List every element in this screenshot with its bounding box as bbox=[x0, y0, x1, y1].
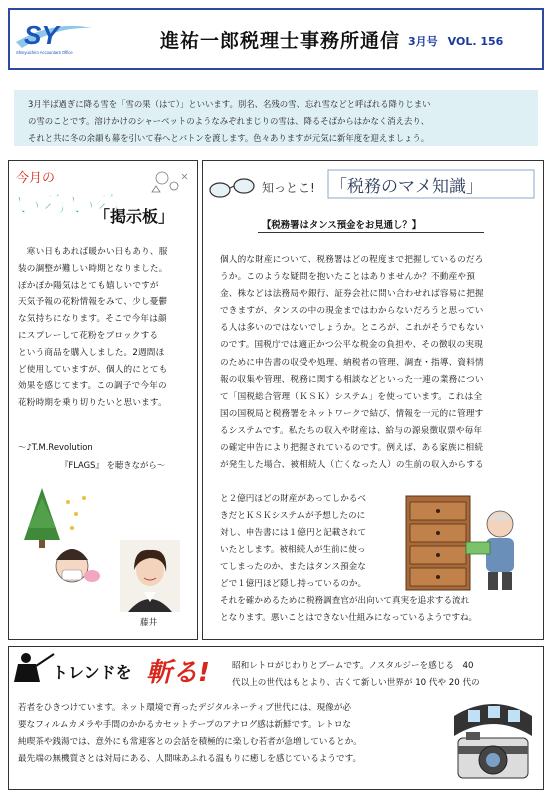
article-line: 金、株などは法務局や銀行、証券会社に問い合わせれば容易に把握 bbox=[220, 289, 484, 300]
article-line: と２億円ほどの財産があってしかるべ bbox=[220, 494, 367, 504]
board-line: 花粉時期を乗り切りたいと思います。 bbox=[18, 398, 167, 409]
board-head-label: 「掲示板」 bbox=[94, 207, 175, 226]
film-strip-icon bbox=[454, 704, 532, 736]
board-line: にスプレーして花粉をブロックする bbox=[18, 330, 159, 341]
article-line: 国の国税局と税務署をネットワークで結び、情報を一元的に管理す bbox=[220, 408, 484, 419]
article-line: のために申告書の収受や処理、納税者の管理、調査・指導、資料情 bbox=[220, 357, 484, 368]
board-line: 効果を感じてます。この調子で今年の bbox=[18, 381, 167, 392]
office-logo bbox=[14, 14, 94, 56]
music-credit-artist: ～♪T.M.Revolution bbox=[18, 442, 93, 452]
article-line: それを確かめるために税務調査官が出向いて真実を追求する流れ bbox=[220, 596, 470, 606]
article-line: 個人的な財産について、税務署はどの程度まで把握しているのだろ bbox=[220, 255, 484, 265]
board-line: ど使用していますが、個人的にとても bbox=[18, 364, 168, 375]
seasonal-intro bbox=[14, 90, 538, 146]
article-line: が発生した場合、被相続人（亡くなった人）の生前の収入からする bbox=[220, 460, 484, 471]
trend-text-top bbox=[232, 658, 532, 692]
cedar-tree-icon bbox=[24, 488, 60, 548]
trend-head-big: 斬る! bbox=[146, 658, 210, 688]
article-question-heading: 【税務署はタンス預金をお見通し？】 bbox=[262, 220, 422, 231]
trend-line: 要なフィルムカメラや手間のかかるカセットテープのアナログ感は新鮮です。レトロな bbox=[18, 720, 352, 730]
bulletin-board-heading bbox=[12, 166, 194, 226]
board-line: 寒い日もあれば暖かい日もあり、服 bbox=[18, 247, 168, 257]
intro-line: の雪のことです。溶けかけのシャーベットのようなみぞれまじりの雪は、降るそばからはかなく消え去り、 bbox=[28, 116, 430, 126]
film-camera-illustration bbox=[448, 696, 538, 786]
logo-letters: SY bbox=[24, 20, 59, 50]
sneezing-person-icon bbox=[56, 549, 100, 582]
article-line: きだとＫＳＫシステムが予想したのに bbox=[220, 511, 366, 522]
article-line: 報の収集や管理、税務に関する相談などといった一連の業務につい bbox=[220, 374, 484, 385]
article-line: できますが、タンスの中の現金まではわからないだろうと思ってい bbox=[220, 306, 484, 317]
article-line: て「国税総合管理（ＫＳＫ）システム」を使っています。これは全 bbox=[220, 391, 483, 402]
intro-line: 3月半ば過ぎに降る雪を「雪の果（はて）」といいます。別名、名残の雪、忘れ雪などと呼ばれる降りじまい bbox=[28, 99, 431, 109]
board-line: 天気予報の花粉情報をみて、少し憂鬱 bbox=[18, 297, 168, 308]
trend-line: 純喫茶や銭湯では、意外にも常連客との会話を積極的に楽しむ若者が急増しているとか。 bbox=[18, 737, 362, 747]
article-line: てしまったのか、またはタンス預金な bbox=[220, 562, 366, 573]
chest-of-drawers-icon bbox=[406, 496, 470, 590]
logo-subtext: Shinyuichiro Accountant Office bbox=[16, 50, 73, 55]
board-line: な気持ちになります。そこで今年は顔 bbox=[18, 314, 167, 325]
article-line: いたとします。被相続人が生前に使っ bbox=[220, 545, 366, 556]
tax-article-body bbox=[220, 252, 530, 474]
tansu-savings-illustration bbox=[396, 490, 536, 594]
tax-article-body-narrow bbox=[220, 491, 392, 594]
board-line: 装の調整が難しい時期となりました。 bbox=[18, 263, 168, 274]
tax-tips-heading bbox=[206, 166, 540, 202]
trend-head-label: トレンドを bbox=[52, 663, 132, 682]
article-line: るシステムです。私たちの収入や財産は、給与の源泉徴収票や毎年 bbox=[220, 425, 483, 436]
tax-head-small: 知っとこ! bbox=[262, 181, 315, 195]
author-portrait bbox=[120, 540, 180, 612]
intro-line: それと共に冬の余韻も幕を引いて春へとバトンを渡します。色々ありますが元気に新年度を迎えましょう。 bbox=[28, 133, 430, 143]
samurai-silhouette-icon bbox=[14, 653, 54, 682]
board-line: ぽかぽか陽気はとても嬉しいですが bbox=[18, 280, 159, 291]
trend-line: 最先端の無機質さとは対局にある、人間味あふれる温もりに癒しを感じているようです。 bbox=[18, 754, 362, 764]
issue-volume: VOL. 156 bbox=[447, 35, 504, 48]
article-line: る人は多いのではないでしょうか。ところが、これがそうでもない bbox=[220, 323, 484, 334]
bulletin-board-text bbox=[18, 244, 190, 412]
article-line: うか。このような疑問を抱いたことはありませんか？不動産や預 bbox=[220, 272, 476, 283]
flower-doodle-icon bbox=[152, 172, 187, 192]
board-line: という商品を購入しました。2週間ほ bbox=[18, 347, 165, 358]
article-line: となります。悪いことはできない仕組みになっているようですね。 bbox=[220, 613, 478, 624]
heading-underline bbox=[258, 232, 484, 233]
issue-info bbox=[408, 33, 503, 49]
glasses-icon bbox=[210, 179, 254, 197]
newsletter-title: 進祐一郎税理士事務所通信 bbox=[160, 30, 401, 52]
board-head-small: 今月の bbox=[16, 171, 56, 186]
hay-fever-illustration bbox=[14, 480, 114, 590]
tax-article-conclusion bbox=[220, 593, 532, 627]
article-line: のです。国税庁では適正かつ公平な税金の負担や、その徴収の実現 bbox=[220, 340, 483, 351]
author-name: 藤井 bbox=[140, 618, 158, 628]
article-line: の確定申告により把握されているのです。例えば、ある家族に相続 bbox=[220, 443, 484, 454]
tax-head-label: 「税務のマメ知識」 bbox=[330, 177, 483, 197]
trend-line: 昭和レトロがじわりとブームです。ノスタルジーを感じる 40 bbox=[232, 661, 474, 671]
pollen-dots-icon bbox=[66, 496, 86, 530]
camera-icon bbox=[458, 732, 528, 778]
trend-heading bbox=[14, 648, 224, 688]
trend-text-body bbox=[18, 700, 442, 768]
trend-line: 代以上の世代はもとより、古くて新しい世界が 10 代や 20 代の bbox=[232, 678, 480, 688]
man-with-cash-icon bbox=[466, 511, 514, 590]
music-credit-song: 『FLAGS』 を聴きながら～ bbox=[60, 460, 166, 470]
article-line: 対し、申告書には１億円と記載されて bbox=[220, 528, 367, 539]
board-head-big: いろいろ bbox=[14, 190, 122, 221]
issue-month: 3月号 bbox=[408, 35, 438, 48]
article-line: どで１億円ほど隠し持っているのか。 bbox=[220, 579, 367, 590]
trend-line: 若者をひきつけています。ネット環境で育ったデジタルネーティブ世代には、現像が必 bbox=[18, 703, 352, 713]
